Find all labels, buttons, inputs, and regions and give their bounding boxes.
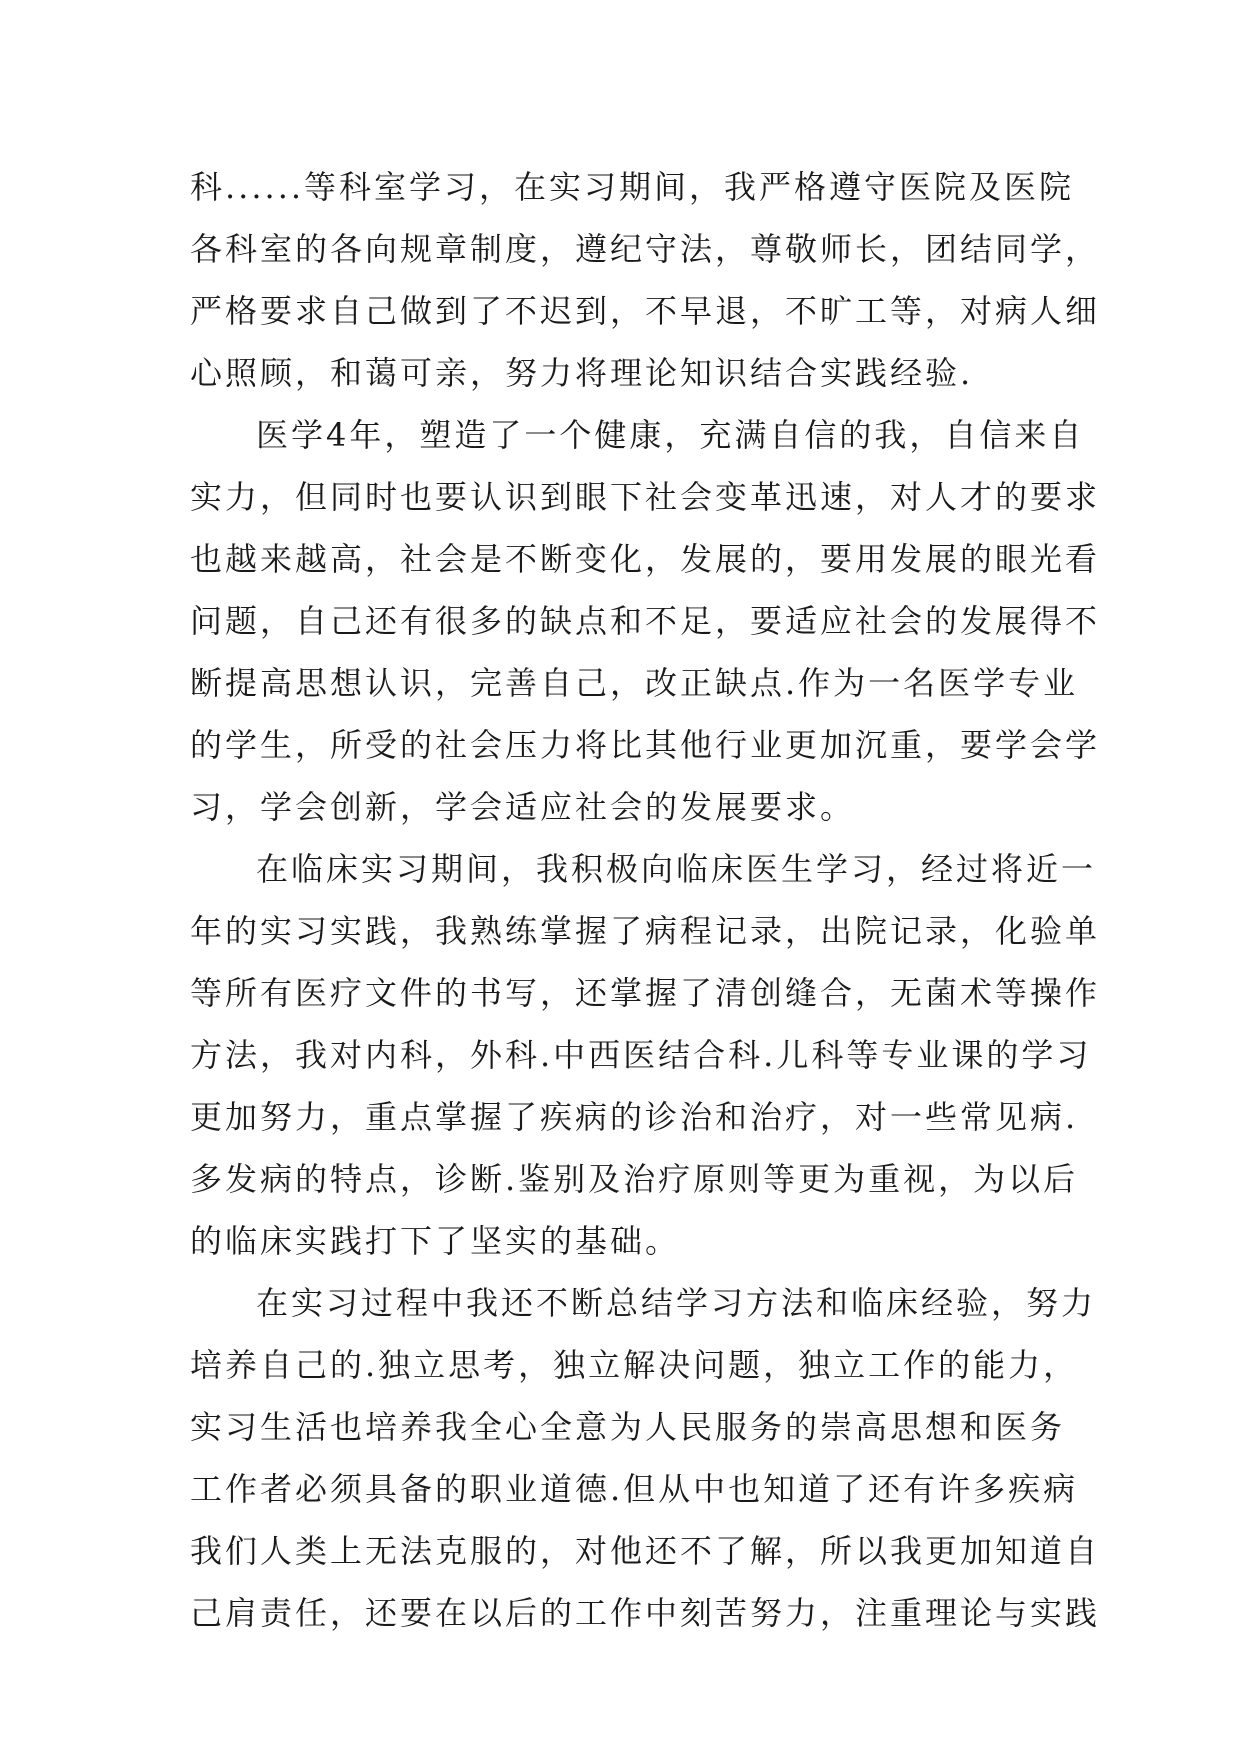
- paragraph-2: [190, 404, 1101, 838]
- text-line: 的临床实践打下了坚实的基础。: [190, 1222, 681, 1260]
- text-line: 也越来越高，社会是不断变化，发展的，要用发展的眼光看: [190, 540, 1101, 578]
- text-line: 年的实习实践，我熟练掌握了病程记录，出院记录，化验单: [190, 912, 1101, 950]
- text-line: 心照顾，和蔼可亲，努力将理论知识结合实践经验.: [190, 354, 974, 392]
- text-line: 培养自己的.独立思考，独立解决问题，独立工作的能力，: [190, 1346, 1079, 1384]
- text-line: 实力，但同时也要认识到眼下社会变革迅速，对人才的要求: [190, 478, 1101, 516]
- text-line: 严格要求自己做到了不迟到，不早退，不旷工等，对病人细: [190, 292, 1101, 330]
- text-line: 在实习过程中我还不断总结学习方法和临床经验，努力: [256, 1284, 1097, 1322]
- text-line: 更加努力，重点掌握了疾病的诊治和治疗，对一些常见病.: [190, 1098, 1079, 1136]
- text-line: 在临床实习期间，我积极向临床医生学习，经过将近一: [256, 850, 1097, 888]
- text-line: 己肩责任，还要在以后的工作中刻苦努力，注重理论与实践: [190, 1594, 1101, 1632]
- text-line: 医学4年，塑造了一个健康，充满自信的我，自信来自: [256, 416, 1085, 454]
- text-line: 断提高思想认识，完善自己，改正缺点.作为一名医学专业: [190, 664, 1079, 702]
- paragraph-3: [190, 838, 1101, 1272]
- text-line: 我们人类上无法克服的，对他还不了解，所以我更加知道自: [190, 1532, 1101, 1570]
- paragraph-1: [190, 156, 1101, 404]
- text-line: 问题，自己还有很多的缺点和不足，要适应社会的发展得不: [190, 602, 1101, 640]
- text-line: 习，学会创新，学会适应社会的发展要求。: [190, 788, 856, 826]
- text-line: 各科室的各向规章制度，遵纪守法，尊敬师长，团结同学，: [190, 230, 1101, 268]
- document-body: [190, 156, 1101, 1644]
- text-line: 多发病的特点，诊断.鉴别及治疗原则等更为重视，为以后: [190, 1160, 1079, 1198]
- text-line: 实习生活也培养我全心全意为人民服务的崇高思想和医务: [190, 1408, 1066, 1446]
- text-line: 的学生，所受的社会压力将比其他行业更加沉重，要学会学: [190, 726, 1101, 764]
- text-line: 工作者必须具备的职业道德.但从中也知道了还有许多疾病: [190, 1470, 1079, 1508]
- text-line: 等所有医疗文件的书写，还掌握了清创缝合，无菌术等操作: [190, 974, 1101, 1012]
- text-line: 科......等科室学习，在实习期间，我严格遵守医院及医院: [190, 168, 1075, 206]
- paragraph-4: [190, 1272, 1101, 1644]
- text-line: 方法，我对内科，外科.中西医结合科.儿科等专业课的学习: [190, 1036, 1092, 1074]
